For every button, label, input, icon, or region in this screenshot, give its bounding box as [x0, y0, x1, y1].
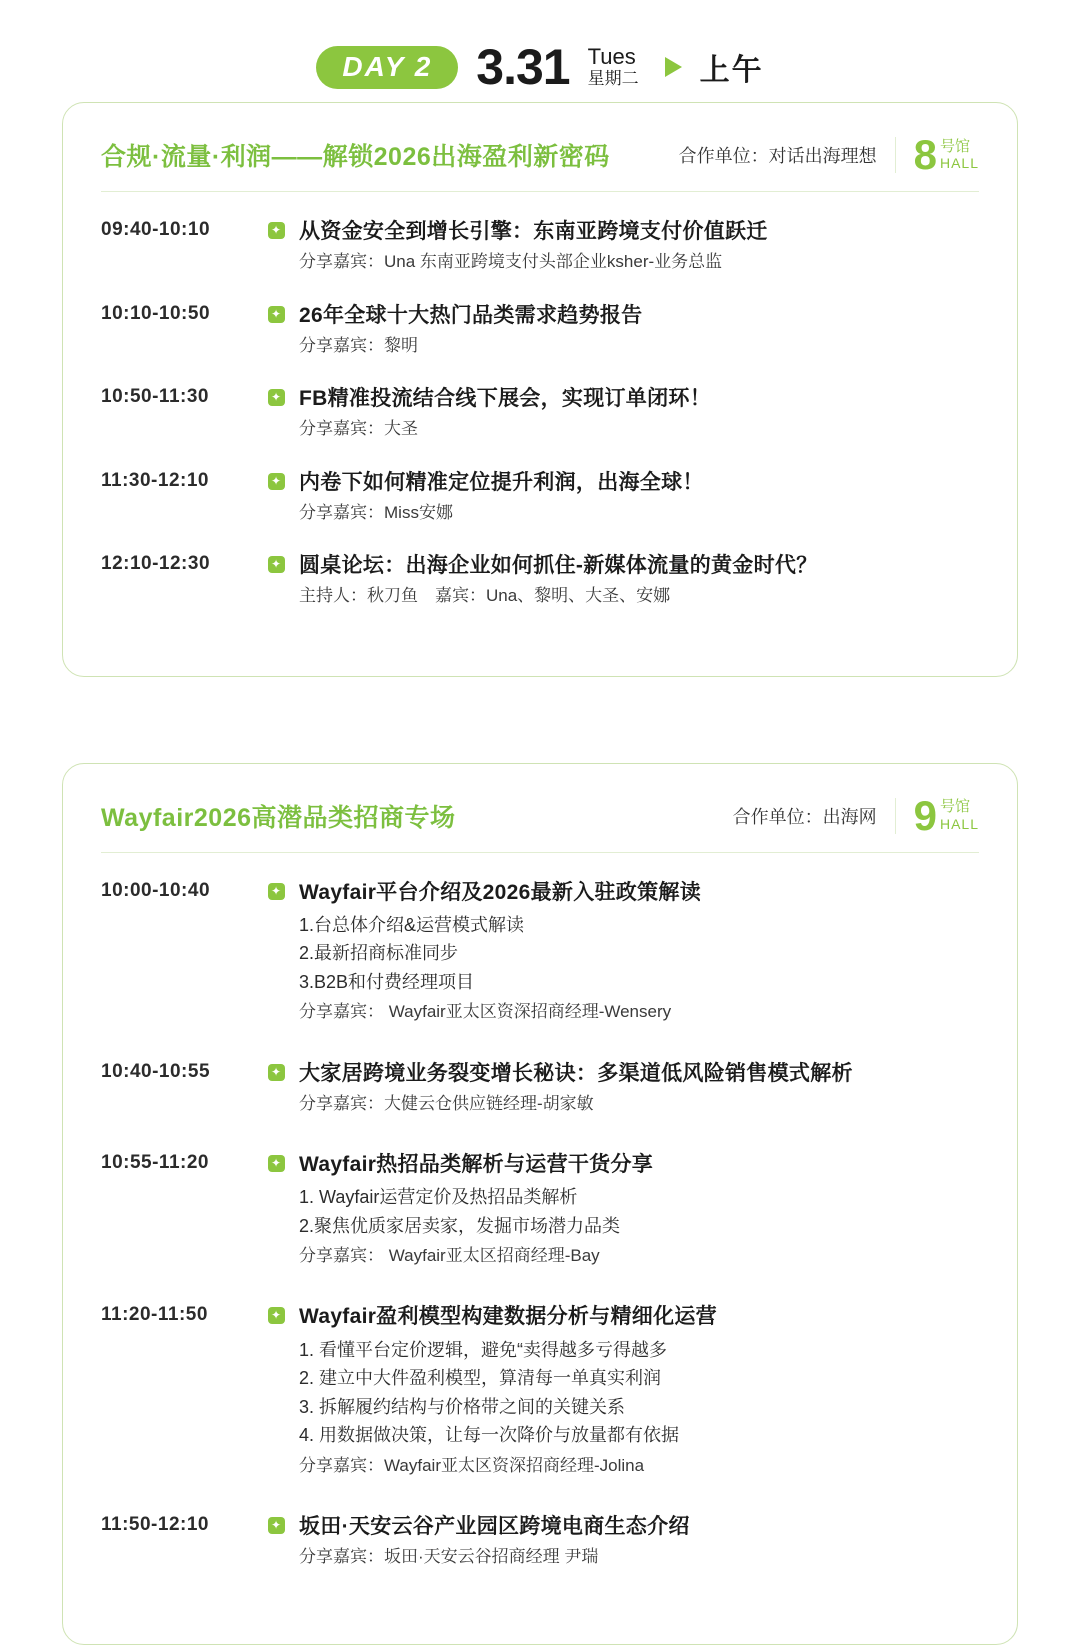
agenda-row: [101, 218, 979, 302]
timeline-column: [253, 385, 299, 406]
partner-label: 合作单位：出海网: [732, 806, 877, 827]
agenda-time: 10:00-10:40: [101, 879, 211, 901]
timeline-column: [253, 879, 299, 900]
agenda-bullet: 1. Wayfair运营定价及热招品类解析: [299, 1187, 578, 1208]
timeline-marker-icon: ✦: [268, 556, 285, 573]
session-meta: [732, 791, 979, 839]
agenda-time: 10:10-10:50: [101, 302, 211, 324]
timeline-column: [253, 302, 299, 323]
session-title: 合规·流量·利润——解锁2026出海盈利新密码: [101, 143, 610, 171]
timeline-marker-icon: ✦: [268, 389, 285, 406]
agenda-bullet: 2. 建立中大件盈利模型，算清每一单真实利润: [299, 1368, 662, 1389]
timeline-marker-icon: ✦: [268, 1155, 285, 1172]
timeline-marker-icon: ✦: [268, 1064, 285, 1081]
timeline-column: [253, 218, 299, 239]
agenda-topic: 坂田·天安云谷产业园区跨境电商生态介绍: [299, 1514, 690, 1538]
agenda-topic: 大家居跨境业务裂变增长秘诀：多渠道低风险销售模式解析: [299, 1061, 853, 1085]
agenda-row: [101, 552, 979, 636]
agenda-topic: 内卷下如何精准定位提升利润，出海全球！: [299, 470, 704, 494]
agenda-time: 11:50-12:10: [101, 1513, 209, 1535]
weekday-cn: 星期二: [587, 68, 639, 88]
session-meta: [678, 131, 979, 179]
agenda-speaker: 分享嘉宾：大健云仓供应链经理-胡家敏: [299, 1093, 594, 1113]
timeline-marker-icon: ✦: [268, 1307, 285, 1324]
agenda-topic: Wayfair盈利模型构建数据分析与精细化运营: [299, 1305, 717, 1329]
agenda-topic: Wayfair平台介绍及2026最新入驻政策解读: [299, 880, 701, 904]
agenda-bullet: 4. 用数据做决策，让每一次降价与放量都有依据: [299, 1425, 680, 1446]
session-card-header: [101, 791, 979, 853]
agenda-list: [101, 192, 979, 636]
agenda-time: 10:55-11:20: [101, 1152, 209, 1174]
session-card-header: [101, 131, 979, 192]
agenda-time: 12:10-12:30: [101, 553, 211, 575]
hall-label-en: HALL: [939, 815, 979, 832]
agenda-bullet: 1. 看懂平台定价逻辑，避免“卖得越多亏得越多: [299, 1339, 668, 1360]
period-label: 上午: [699, 54, 764, 87]
agenda-speaker: 分享嘉宾：Wayfair亚太区资深招商经理-Jolina: [299, 1455, 645, 1475]
agenda-bullet: 1.台总体介绍&运营模式解读: [299, 915, 525, 935]
timeline-column: [253, 469, 299, 490]
weekday-en: Tues: [587, 43, 636, 69]
agenda-time: 10:40-10:55: [101, 1060, 211, 1082]
timeline-marker-icon: ✦: [268, 306, 285, 323]
hall-label-cn: 号馆: [939, 798, 970, 816]
hall-number: 9: [913, 791, 937, 839]
agenda-time: 11:30-12:10: [101, 469, 209, 491]
agenda-topic: Wayfair热招品类解析与运营干货分享: [299, 1153, 654, 1177]
agenda-speaker: 分享嘉宾：黎明: [299, 335, 418, 355]
partner-label: 合作单位：对话出海理想: [678, 146, 877, 166]
agenda-topic: 26年全球十大热门品类需求趋势报告: [299, 303, 643, 327]
agenda-speaker: 分享嘉宾：Una 东南亚跨境支付头部企业ksher-业务总监: [299, 252, 723, 272]
timeline-column: [253, 1151, 299, 1172]
timeline-marker-icon: ✦: [268, 883, 285, 900]
hall-number: 8: [913, 131, 937, 179]
agenda-speaker: 分享嘉宾：Miss安娜: [299, 502, 453, 522]
day-badge: DAY 2: [316, 46, 458, 89]
agenda-row: [101, 302, 979, 386]
agenda-speaker: 分享嘉宾： Wayfair亚太区招商经理-Bay: [299, 1246, 600, 1266]
agenda-row: [101, 469, 979, 553]
agenda-row: [101, 385, 979, 469]
agenda-row: [101, 879, 979, 1060]
agenda-speaker: 分享嘉宾：大圣: [299, 419, 418, 439]
agenda-topic: 圆桌论坛：出海企业如何抓住-新媒体流量的黄金时代？: [299, 554, 818, 578]
agenda-bullets: [299, 1336, 979, 1450]
hall-badge: [895, 131, 979, 179]
agenda-list: [101, 853, 979, 1605]
agenda-time: 11:20-11:50: [101, 1304, 208, 1326]
session-card: [62, 102, 1018, 677]
agenda-row: [101, 1303, 979, 1512]
hall-badge: [895, 791, 979, 839]
agenda-topic: FB精准投流结合线下展会，实现订单闭环！: [299, 387, 711, 411]
agenda-time: 09:40-10:10: [101, 219, 211, 240]
hall-label-cn: 号馆: [939, 137, 970, 155]
agenda-bullets: [299, 1183, 979, 1240]
session-title: Wayfair2026高潜品类招商专场: [101, 803, 456, 832]
schedule-header: [0, 0, 1080, 102]
play-triangle-icon: [665, 57, 682, 77]
timeline-column: [253, 1060, 299, 1081]
agenda-bullets: [299, 911, 979, 996]
session-card: [62, 763, 1018, 1645]
agenda-time: 10:50-11:30: [101, 386, 209, 408]
timeline-marker-icon: ✦: [268, 222, 285, 239]
agenda-bullet: 2.聚焦优质家居卖家，发掘市场潜力品类: [299, 1215, 621, 1236]
agenda-row: [101, 1151, 979, 1303]
agenda-speaker: 分享嘉宾： Wayfair亚太区资深招商经理-Wensery: [299, 1002, 672, 1022]
weekday-block: [588, 44, 639, 91]
agenda-bullet: 2.最新招商标准同步: [299, 943, 459, 964]
timeline-marker-icon: ✦: [268, 1517, 285, 1534]
agenda-bullet: 3. 拆解履约结构与价格带之间的关键关系: [299, 1396, 626, 1417]
timeline-column: [253, 552, 299, 573]
agenda-bullet: 3.B2B和付费经理项目: [299, 971, 475, 992]
date-number: 3.31: [476, 39, 570, 95]
hall-label-en: HALL: [939, 154, 979, 171]
agenda-row: [101, 1060, 979, 1152]
timeline-column: [253, 1513, 299, 1534]
agenda-speaker: 主持人：秋刀鱼 嘉宾：Una、黎明、大圣、安娜: [299, 586, 671, 606]
agenda-speaker: 分享嘉宾：坂田·天安云谷招商经理 尹瑞: [299, 1547, 599, 1567]
timeline-column: [253, 1303, 299, 1324]
agenda-topic: 从资金安全到增长引擎：东南亚跨境支付价值跃迁: [299, 220, 768, 243]
agenda-row: [101, 1513, 979, 1605]
timeline-marker-icon: ✦: [268, 473, 285, 490]
